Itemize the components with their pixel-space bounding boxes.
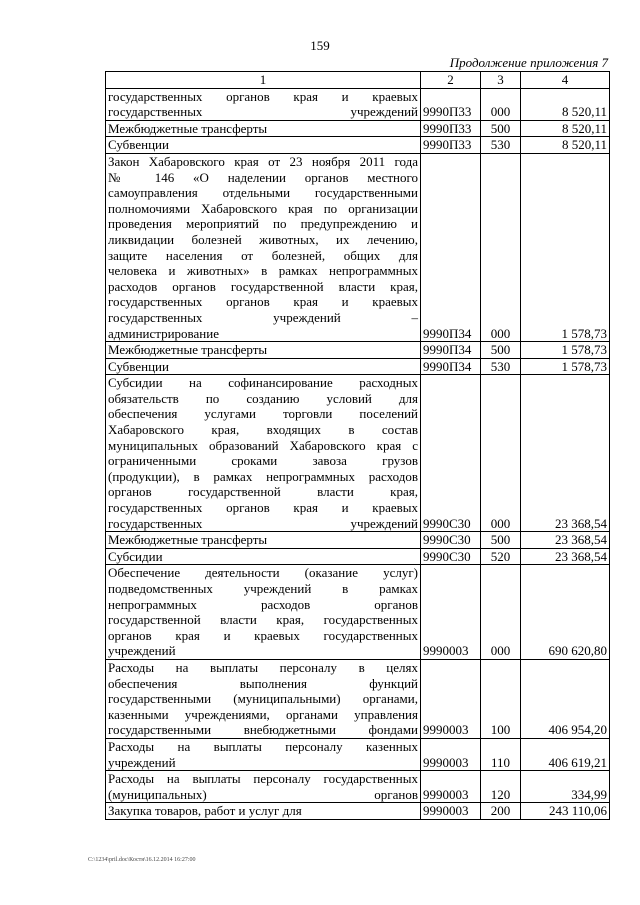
description-line: проведения мероприятий по предупреждению и [108, 216, 418, 232]
description-line: Межбюджетные трансферты [108, 342, 268, 358]
row-expense-type: 500 [481, 120, 521, 137]
row-description [106, 659, 421, 738]
table-row [106, 659, 610, 738]
row-description [106, 548, 421, 565]
description-line: государственными (муниципальными) органами, [108, 691, 418, 707]
description-line: (продукции), в рамках непрограммных расходов [108, 468, 418, 484]
description-line: обеспечения услугами торговли поселений [108, 406, 418, 422]
row-amount: 690 620,80 [521, 565, 610, 660]
table-row [106, 771, 610, 803]
table-header-cell: 4 [521, 72, 610, 89]
description-line: обеспечения выполнения функций [108, 675, 418, 691]
row-expense-type: 000 [481, 565, 521, 660]
row-code: 9990П34 [421, 358, 481, 375]
row-code: 9990С30 [421, 532, 481, 549]
table-row [106, 375, 610, 532]
row-expense-type: 110 [481, 738, 521, 770]
table-row [106, 532, 610, 549]
budget-table [105, 71, 610, 820]
description-line: государственными внебюджетными фондами [108, 722, 418, 738]
description-line: (муниципальных) органов [108, 786, 418, 802]
description-line: Расходы на выплаты персоналу казенных [108, 738, 418, 754]
description-line: государственной власти края, государственных [108, 612, 418, 628]
description-line: государственных органов края и краевых [108, 500, 418, 516]
row-description [106, 137, 421, 154]
row-description [106, 803, 421, 820]
description-line: Закупка товаров, работ и услуг для [108, 803, 302, 819]
description-line: казенными учреждениями, органами управления [108, 706, 418, 722]
description-line: № 146 «О наделении органов местного [108, 169, 418, 185]
file-path-footer: C:\1234\pril.doc\Костя\16.12.2014 16:27:00 [88, 857, 196, 863]
description-line: Расходы на выплаты персоналу в целях [108, 659, 418, 675]
row-description [106, 88, 421, 120]
row-expense-type: 000 [481, 153, 521, 341]
continuation-label: Продолжение приложения 7 [449, 55, 608, 70]
description-line: муниципальных образований Хабаровского края с [108, 437, 418, 453]
row-expense-type: 500 [481, 532, 521, 549]
description-line: расходов органов государственной власти края, [108, 278, 418, 294]
row-amount: 8 520,11 [521, 88, 610, 120]
description-line: Расходы на выплаты персоналу государственных [108, 771, 418, 787]
row-code: 9990П34 [421, 342, 481, 359]
table-row [106, 88, 610, 120]
row-amount: 1 578,73 [521, 153, 610, 341]
description-line: органов государственной власти края, [108, 484, 418, 500]
row-amount: 8 520,11 [521, 137, 610, 154]
row-description [106, 153, 421, 341]
description-line: непрограммных расходов органов [108, 596, 418, 612]
row-expense-type: 530 [481, 358, 521, 375]
table-row [106, 803, 610, 820]
row-amount: 8 520,11 [521, 120, 610, 137]
table-row [106, 137, 610, 154]
table-row [106, 358, 610, 375]
row-expense-type: 000 [481, 375, 521, 532]
description-line: администрирование [108, 325, 219, 341]
table-header-row [106, 72, 610, 89]
description-line: Субвенции [108, 358, 169, 374]
row-amount: 23 368,54 [521, 375, 610, 532]
row-amount: 243 110,06 [521, 803, 610, 820]
description-line: государственных учреждений [108, 515, 418, 531]
description-line: Межбюджетные трансферты [108, 532, 268, 548]
description-line: Хабаровского края, входящих в состав [108, 422, 418, 438]
row-expense-type: 500 [481, 342, 521, 359]
row-description [106, 342, 421, 359]
row-expense-type: 520 [481, 548, 521, 565]
row-expense-type: 530 [481, 137, 521, 154]
description-line: государственных учреждений [108, 104, 418, 120]
row-code: 9990П34 [421, 153, 481, 341]
description-line: учреждений [108, 643, 176, 659]
description-line: защите населения от болезней, общих для [108, 247, 418, 263]
table-header-cell: 2 [421, 72, 481, 89]
table-header-cell: 3 [481, 72, 521, 89]
row-code: 9990003 [421, 738, 481, 770]
row-expense-type: 000 [481, 88, 521, 120]
description-line: полномочиями Хабаровского края по организации [108, 200, 418, 216]
row-code: 9990П33 [421, 120, 481, 137]
row-expense-type: 120 [481, 771, 521, 803]
table-header-cell: 1 [106, 72, 421, 89]
row-amount: 1 578,73 [521, 342, 610, 359]
row-description [106, 565, 421, 660]
row-code: 9990П33 [421, 137, 481, 154]
row-amount: 1 578,73 [521, 358, 610, 375]
description-line: обязательств по созданию условий для [108, 390, 418, 406]
row-code: 9990003 [421, 565, 481, 660]
row-amount: 406 954,20 [521, 659, 610, 738]
description-line: государственных учреждений – [108, 309, 418, 325]
table-row [106, 565, 610, 660]
description-line: учреждений [108, 754, 176, 770]
description-line: государственных органов края и краевых [108, 294, 418, 310]
row-code: 9990С30 [421, 375, 481, 532]
row-amount: 334,99 [521, 771, 610, 803]
description-line: человека и животных» в рамках непрограммных [108, 263, 418, 279]
table-row [106, 738, 610, 770]
description-line: органов края и краевых государственных [108, 627, 418, 643]
row-expense-type: 200 [481, 803, 521, 820]
description-line: подведомственных учреждений в рамках [108, 581, 418, 596]
row-amount: 406 619,21 [521, 738, 610, 770]
description-line: государственных органов края и краевых [108, 88, 418, 104]
row-description [106, 120, 421, 137]
description-line: Межбюджетные трансферты [108, 120, 268, 136]
description-line: Субсидии на софинансирование расходных [108, 375, 418, 391]
table-row [106, 548, 610, 565]
row-description [106, 532, 421, 549]
description-line: ограниченными сроками завоза грузов [108, 453, 418, 469]
row-description [106, 771, 421, 803]
description-line: Обеспечение деятельности (оказание услуг) [108, 565, 418, 581]
row-code: 9990003 [421, 659, 481, 738]
row-description [106, 738, 421, 770]
row-code: 9990003 [421, 771, 481, 803]
description-line: самоуправления отдельными государственными [108, 185, 418, 201]
row-amount: 23 368,54 [521, 548, 610, 565]
table-row [106, 342, 610, 359]
description-line: ликвидации болезней животных, их лечению, [108, 231, 418, 247]
row-code: 9990П33 [421, 88, 481, 120]
table-row [106, 153, 610, 341]
page-number: 159 [310, 38, 330, 53]
row-description [106, 358, 421, 375]
row-amount: 23 368,54 [521, 532, 610, 549]
table-row [106, 120, 610, 137]
description-line: Закон Хабаровского края от 23 ноября 2011 года [108, 153, 418, 169]
row-description [106, 375, 421, 532]
description-line: Субвенции [108, 137, 169, 153]
row-expense-type: 100 [481, 659, 521, 738]
description-line: Субсидии [108, 548, 163, 564]
row-code: 9990003 [421, 803, 481, 820]
row-code: 9990С30 [421, 548, 481, 565]
